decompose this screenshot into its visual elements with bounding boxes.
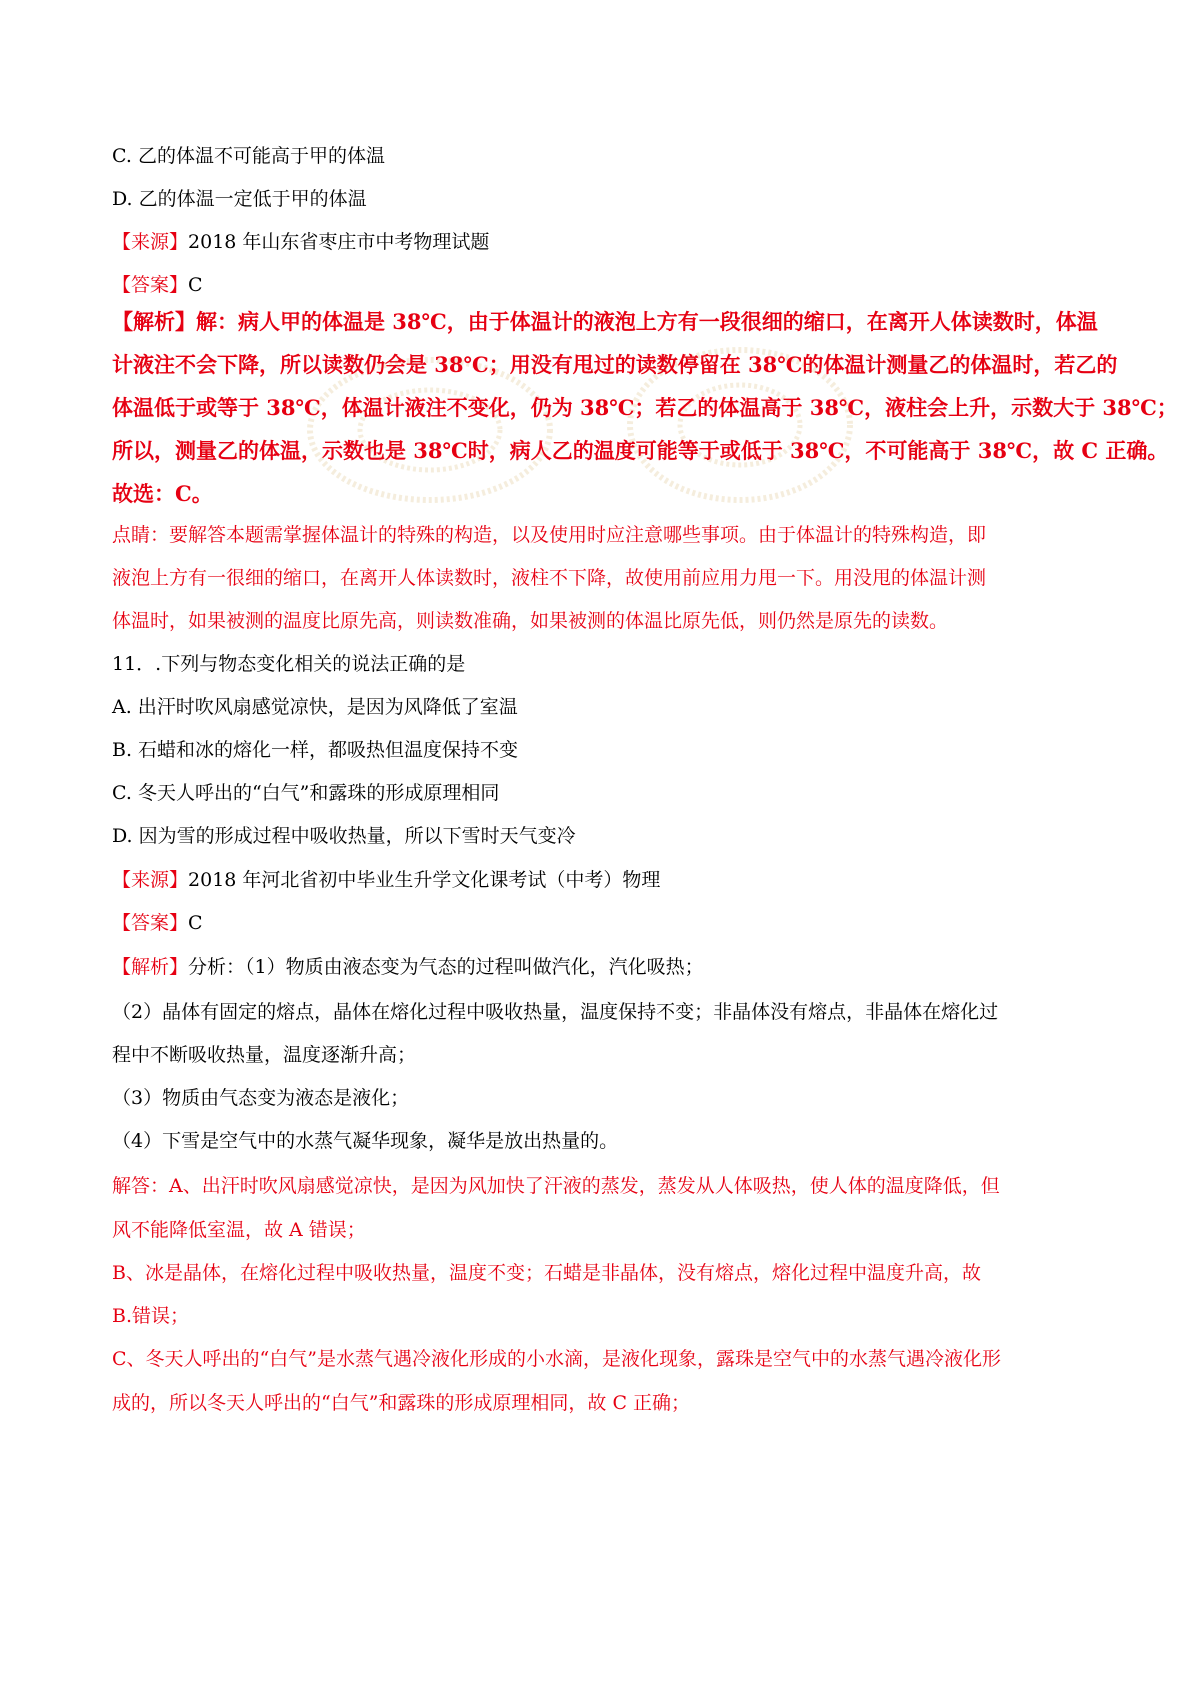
answer-tag: 【答案】 bbox=[112, 912, 189, 934]
q10-comment-line-1: 点睛：要解答本题需掌握体温计的特殊的构造，以及使用时应注意哪些事项。由于体温计的特殊构造，即 bbox=[112, 524, 987, 546]
q11-stem: 11．.下列与物态变化相关的说法正确的是 bbox=[112, 653, 466, 675]
q11-analysis-line-2: （2）晶体有固定的熔点，晶体在熔化过程中吸收热量，温度保持不变；非晶体没有熔点，非晶体在熔化过 bbox=[112, 1001, 999, 1023]
source-tag: 【来源】 bbox=[112, 231, 189, 253]
analysis-text: 解：病人甲的体温是 38℃，由于体温计的液泡上方有一段很细的缩口，在离开人体读数时，体温 bbox=[196, 309, 1098, 334]
q10-answer bbox=[112, 273, 1120, 297]
q11-solution-line-3: B、冰是晶体，在熔化过程中吸收热量，温度不变；石蜡是非晶体，没有熔点，熔化过程中温度升高，故 bbox=[112, 1262, 981, 1284]
q11-solution-line-2: 风不能降低室温，故 A 错误； bbox=[112, 1219, 366, 1241]
q10-comment-line-2: 液泡上方有一很细的缩口，在离开人体读数时，液柱不下降，故使用前应用力甩一下。用没甩的体温计测 bbox=[112, 567, 987, 589]
answer-tag: 【答案】 bbox=[112, 274, 189, 296]
q10-analysis-line-3: 体温低于或等于 38℃，体温计液注不变化，仍为 38℃；若乙的体温高于 38℃，液柱会上升，示数大于 38℃； bbox=[112, 395, 1178, 420]
q11-analysis-line-4: （3）物质由气态变为液态是液化； bbox=[112, 1087, 410, 1109]
q11-source bbox=[112, 868, 1120, 892]
q11-option-d: D. 因为雪的形成过程中吸收热量，所以下雪时天气变冷 bbox=[112, 825, 576, 847]
q11-analysis-line-3: 程中不断吸收热量，温度逐渐升高； bbox=[112, 1044, 417, 1066]
q11-solution-line-6: 成的，所以冬天人呼出的“白气”和露珠的形成原理相同，故 C 正确； bbox=[112, 1392, 691, 1414]
q11-solution-line-1: 解答：A、出汗时吹风扇感觉凉快，是因为风加快了汗液的蒸发，蒸发从人体吸热，使人体的温度降低，但 bbox=[112, 1175, 1000, 1197]
q11-option-c: C. 冬天人呼出的“白气”和露珠的形成原理相同 bbox=[112, 782, 500, 804]
q10-analysis-line-4: 所以，测量乙的体温，示数也是 38℃时，病人乙的温度可能等于或低于 38℃，不可能高于 38℃，故 C 正确。 bbox=[112, 438, 1169, 463]
analysis-text: 分析：（1）物质由液态变为气态的过程叫做汽化，汽化吸热； bbox=[188, 956, 704, 978]
q11-analysis-line-5: （4）下雪是空气中的水蒸气凝华现象，凝华是放出热量的。 bbox=[112, 1130, 619, 1152]
q11-option-b: B. 石蜡和冰的熔化一样，都吸热但温度保持不变 bbox=[112, 739, 519, 761]
q10-analysis-line-5: 故选：C。 bbox=[112, 481, 213, 506]
source-text: 2018 年山东省枣庄市中考物理试题 bbox=[188, 231, 490, 253]
q10-comment-line-3: 体温时，如果被测的温度比原先高，则读数准确，如果被测的体温比原先低，则仍然是原先的读数。 bbox=[112, 610, 949, 632]
q11-solution-line-5: C、冬天人呼出的“白气”是水蒸气遇冷液化形成的小水滴，是液化现象，露珠是空气中的水蒸气遇冷液化形 bbox=[112, 1348, 1001, 1370]
answer-text: C bbox=[188, 912, 203, 934]
q11-analysis-line-1 bbox=[112, 955, 1120, 979]
q10-source bbox=[112, 230, 1120, 254]
q11-option-a: A. 出汗时吹风扇感觉凉快，是因为风降低了室温 bbox=[112, 696, 518, 718]
q10-option-d: D. 乙的体温一定低于甲的体温 bbox=[112, 188, 367, 210]
source-text: 2018 年河北省初中毕业生升学文化课考试（中考）物理 bbox=[188, 869, 661, 891]
q10-analysis-line-1 bbox=[112, 310, 1120, 334]
q11-solution-line-4: B.错误； bbox=[112, 1305, 190, 1327]
analysis-tag: 【解析】 bbox=[112, 309, 196, 334]
q10-analysis-line-2: 计液注不会下降，所以读数仍会是 38℃；用没有甩过的读数停留在 38℃的体温计测量乙的体温时，若乙的 bbox=[112, 352, 1118, 377]
analysis-tag: 【解析】 bbox=[112, 956, 189, 978]
answer-text: C bbox=[188, 274, 203, 296]
q10-option-c: C. 乙的体温不可能高于甲的体温 bbox=[112, 145, 385, 167]
source-tag: 【来源】 bbox=[112, 869, 189, 891]
q11-answer bbox=[112, 911, 1120, 935]
